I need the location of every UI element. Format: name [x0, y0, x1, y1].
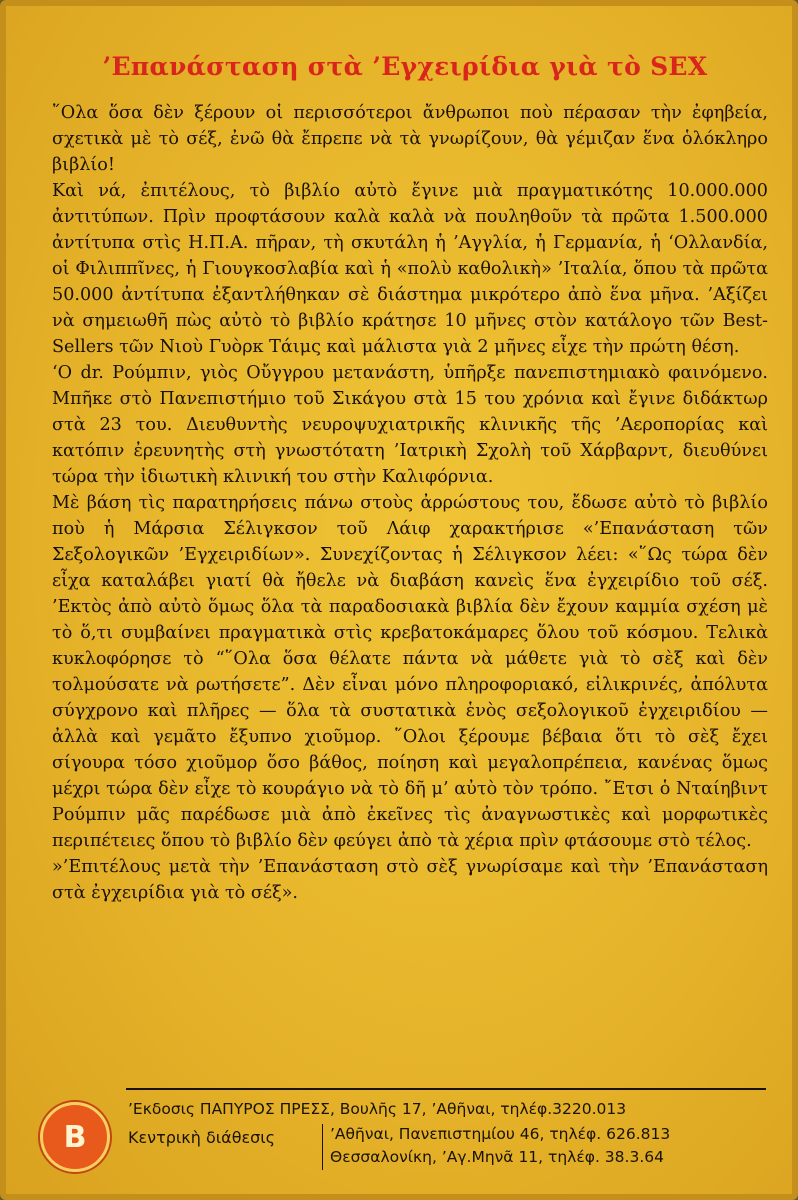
- blurb-paragraph-5: »’Επιτέλους μετὰ τὴν ’Επανάσταση στὸ σὲξ γνωρίσαμε καὶ τὴν ’Επανάσταση στὰ ἐγχειρίδια γιὰ τὸ σέξ».: [52, 857, 768, 903]
- footer-addresses: [330, 1123, 780, 1169]
- blurb-paragraph-1: ῞Ολα ὅσα δὲν ξέρουν οἱ περισσότεροι ἄνθρωποι ποὺ πέρασαν τὴν ἐφηβεία, σχετικὰ μὲ τὸ σέξ, ἐνῶ θὰ ἔπρεπε νὰ τὰ γνωρίζουν, θὰ γέμιζαν ἕνα ὁλόκληρο βιβλίο!: [52, 103, 768, 175]
- blurb-paragraph-2: Καὶ νά, ἐπιτέλους, τὸ βιβλίο αὐτὸ ἔγινε μιὰ πραγματικότης 10.000.000 ἀντιτύπων. Πρὶν προφτάσουν καλὰ καλὰ νὰ πουληθοῦν τὰ πρῶτα 1.500.000 ἀντίτυπα στὶς Η.Π.Α. πῆραν, τὴ σκυτάλη ἡ ’Αγγλία, ἡ Γερμανία, ἡ ‘Ολλανδία, οἱ Φιλιππῖνες, ἡ Γιουγκοσλαβία καὶ ἡ «πολὺ καθολικὴ» ’Ιταλία, ὅπου τὰ πρῶτα 50.000 ἀντίτυπα ἐξαντλήθηκαν σὲ διάστημα μικρότερο ἀπὸ ἕνα μῆνα. ’Αξίζει νὰ σημειωθῆ πὼς αὐτὸ τὸ βιβλίο κράτησε 10 μῆνες στὸν κατάλογο τῶν Best-Sellers τῶν Νιοὺ Γυὸρκ Τάιμς καὶ μάλιστα γιὰ 2 μῆνες εἶχε τὴν πρώτη θέση.: [52, 181, 768, 357]
- publisher-logo: [40, 1102, 110, 1172]
- distribution-label: Κεντρικὴ διάθεσις: [128, 1128, 276, 1147]
- address-athens: ’Αθῆναι, Πανεπιστημίου 46, τηλέφ. 626.813: [330, 1125, 671, 1143]
- cover-title: ’Επανάσταση στὰ ’Εγχειρίδια γιὰ τὸ SEX: [102, 52, 708, 81]
- address-thessaloniki: Θεσσαλονίκη, ’Αγ.Μηνᾶ 11, τηλέφ. 38.3.64: [330, 1148, 664, 1166]
- blurb-paragraph-3: ‘Ο dr. Ρούμπιν, γιὸς Οὔγγρου μετανάστη, ὑπῆρξε πανεπιστημιακὸ φαινόμενο. Μπῆκε στὸ Πανεπιστήμιο τοῦ Σικάγου στὰ 15 του χρόνια καὶ ἔγινε διδάκτωρ στὰ 23 του. Διευθυντὴς νευροψυχιατρικῆς κλινικῆς τῆς ’Αεροπορίας καὶ κατόπιν ἐρευνητὴς στὴ γνωστότατη ’Ιατρικὴ Σχολὴ τοῦ Χάρβαρντ, διευθύνει τώρα τὴν ἰδιωτικὴ κλινική του στὴν Καλιφόρνια.: [52, 363, 768, 487]
- footer-divider: [126, 1088, 766, 1090]
- footer-separator: [322, 1124, 323, 1170]
- blurb-paragraph-4: Μὲ βάση τὶς παρατηρήσεις πάνω στοὺς ἀρρώστους του, ἔδωσε αὐτὸ τὸ βιβλίο ποὺ ἡ Μάρσια Σέλιγκσον τοῦ Λάιφ χαρακτήρισε «’Επανάσταση τῶν Σεξολογικῶν ’Εγχειριδίων». Συνεχίζοντας ἡ Σέλιγκσον λέει: «῞Ως τώρα δὲν εἶχα καταλάβει γιατί θὰ ἤθελε νὰ διαβάση κανεὶς ἕνα ἐγχειρίδιο τοῦ σέξ. ’Εκτὸς ἀπὸ αὐτὸ ὅμως ὅλα τὰ παραδοσιακὰ βιβλία δὲν ἔχουν καμμία σχέση μὲ τὸ ὅ,τι συμβαίνει πραγματικὰ στὶς κρεβατοκάμαρες ὅλου τοῦ κόσμου. Τελικὰ κυκλοφόρησε τὸ “῞Ολα ὅσα θέλατε πάντα νὰ μάθετε γιὰ τὸ σὲξ καὶ δὲν τολμούσατε νὰ ρωτήσετε”. Δὲν εἶναι μόνο πληροφοριακό, εἰλικρινές, ἀπόλυτα σύγχρονο καὶ πλῆρες — ὅλα τὰ συστατικὰ ἑνὸς σεξολογικοῦ ἐγχειριδίου — ἀλλὰ καὶ γεμᾶτο ἔξυπνο χιοῦμορ. ῞Ολοι ξέρουμε βέβαια ὅτι τὸ σὲξ ἔχει σίγουρα τόσο χιοῦμορ ὅσο βάθος, ποίηση καὶ μεγαλοπρέπεια, κανένας ὅμως μέχρι τώρα δὲν εἶχε τὸ κουράγιο νὰ τὸ δῆ μ’ αὐτὸ τὸν τρόπο. ῎Ετσι ὁ Νταίηβιντ Ρούμπιν μᾶς παρέδωσε μιὰ ἀπὸ ἐκεῖνες τὶς ἀναγνωστικὲς καὶ μορφωτικὲς περιπέτειες ὅπου τὸ βιβλίο δὲν φεύγει ἀπὸ τὰ χέρια πρὶν φτάσουμε στὸ τέλος.: [52, 493, 768, 851]
- publisher-logo-letter: B: [63, 1119, 87, 1155]
- cover-blurb: [52, 100, 768, 906]
- publisher-line: ’Εκδοσις ΠΑΠΥΡΟΣ ΠΡΕΣΣ, Βουλῆς 17, ’Αθῆναι, τηλέφ.3220.013: [128, 1100, 627, 1118]
